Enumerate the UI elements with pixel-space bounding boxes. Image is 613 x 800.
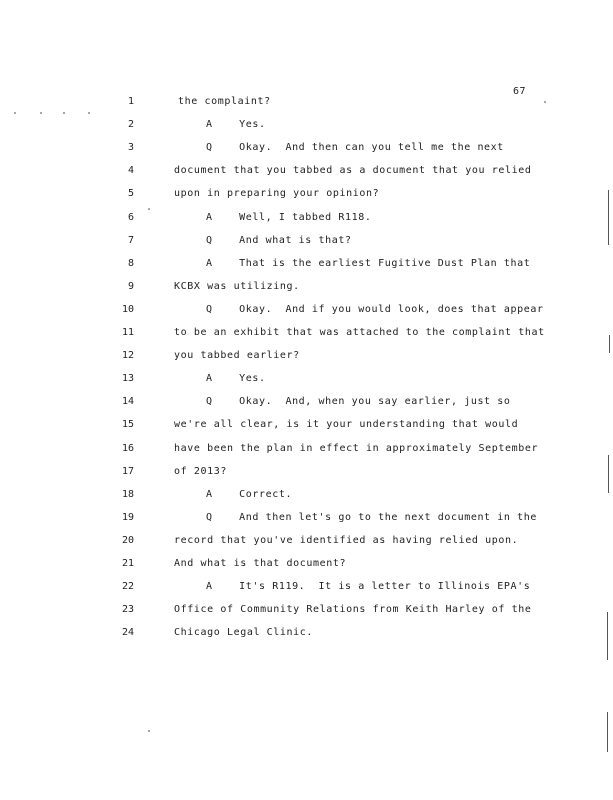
line-text: of 2013? [174, 465, 227, 477]
line-text: to be an exhibit that was attached to the complaint that [174, 327, 545, 338]
line-number: 1 [127, 96, 134, 107]
line-text: Chicago Legal Clinic. [174, 627, 314, 639]
transcript-line [0, 187, 613, 207]
line-text: A Yes. [206, 373, 266, 385]
transcript-line [0, 303, 613, 323]
line-text: A Yes. [206, 119, 266, 131]
line-text: Office of Community Relations from Keith Harley of the [174, 604, 532, 616]
line-number: 17 [121, 465, 134, 477]
scan-mark [607, 612, 608, 660]
line-number: 3 [127, 142, 134, 154]
transcript-line [0, 280, 613, 300]
transcript-line [0, 511, 613, 531]
transcript-line [0, 234, 613, 254]
line-text: A Correct. [206, 488, 293, 500]
transcript-line [0, 326, 613, 346]
transcript-line [0, 211, 613, 231]
line-number: 11 [121, 327, 134, 338]
line-number: 8 [127, 257, 134, 269]
transcript-line [0, 488, 613, 508]
page-number: 67 [513, 86, 527, 97]
transcript-line [0, 603, 613, 623]
transcript-line [0, 395, 613, 415]
scan-mark [608, 190, 609, 245]
line-number: 15 [121, 419, 134, 431]
line-text: Q Okay. And if you would look, does that appear [206, 303, 544, 315]
scan-speck [40, 112, 42, 114]
line-text: Q Okay. And then can you tell me the next [206, 142, 504, 154]
line-number: 14 [121, 396, 134, 408]
line-number: 22 [121, 581, 134, 593]
line-text: And what is that document? [174, 558, 347, 569]
line-text: record that you've identified as having relied upon. [174, 534, 519, 546]
transcript-line [0, 465, 613, 485]
line-number: 18 [121, 488, 134, 500]
transcript-line [0, 118, 613, 138]
line-number: 10 [121, 303, 134, 315]
scan-speck [148, 730, 150, 732]
line-text: document that you tabbed as a document that you relied [174, 165, 532, 177]
transcript-line [0, 418, 613, 438]
line-text: A Well, I tabbed R118. [206, 211, 372, 223]
line-text: A It's R119. It is a letter to Illinois EPA's [206, 581, 531, 593]
transcript-line [0, 557, 613, 577]
line-text: Q Okay. And, when you say earlier, just so [206, 396, 511, 408]
line-number: 2 [127, 119, 134, 131]
line-number: 20 [121, 534, 134, 546]
line-text: the complaint? [178, 96, 271, 107]
line-text: A That is the earliest Fugitive Dust Plan that [206, 257, 531, 269]
transcript-line [0, 442, 613, 462]
line-number: 4 [127, 165, 134, 177]
line-number: 6 [127, 211, 134, 223]
transcript-line [0, 95, 613, 115]
line-number: 13 [121, 373, 134, 385]
line-text: upon in preparing your opinion? [174, 188, 380, 200]
line-number: 19 [121, 511, 134, 523]
line-number: 24 [121, 627, 134, 639]
line-text: have been the plan in effect in approximately September [174, 442, 539, 454]
scan-speck [544, 101, 546, 103]
line-text: we're all clear, is it your understanding that would [174, 419, 519, 431]
line-text: Q And what is that? [206, 234, 352, 246]
scan-speck [148, 208, 150, 210]
transcript-line [0, 626, 613, 646]
line-number: 7 [127, 234, 134, 246]
transcript-line [0, 349, 613, 369]
scan-speck [88, 112, 90, 114]
line-number: 5 [127, 188, 134, 200]
scan-mark [608, 455, 609, 493]
line-number: 9 [127, 280, 134, 292]
line-text: you tabbed earlier? [174, 350, 300, 362]
transcript-line [0, 164, 613, 184]
line-number: 23 [121, 604, 134, 616]
line-number: 21 [121, 558, 134, 569]
transcript-line [0, 580, 613, 600]
line-text: KCBX was utilizing. [174, 280, 300, 292]
transcript-line [0, 372, 613, 392]
line-text: Q And then let's go to the next document in the [206, 511, 538, 523]
transcript-line [0, 534, 613, 554]
scan-speck [63, 112, 65, 114]
line-number: 12 [121, 350, 134, 362]
line-number: 16 [121, 442, 134, 454]
scan-mark [607, 712, 608, 752]
scan-mark [609, 335, 610, 353]
transcript-line [0, 141, 613, 161]
transcript-line [0, 257, 613, 277]
scan-speck [14, 112, 16, 114]
